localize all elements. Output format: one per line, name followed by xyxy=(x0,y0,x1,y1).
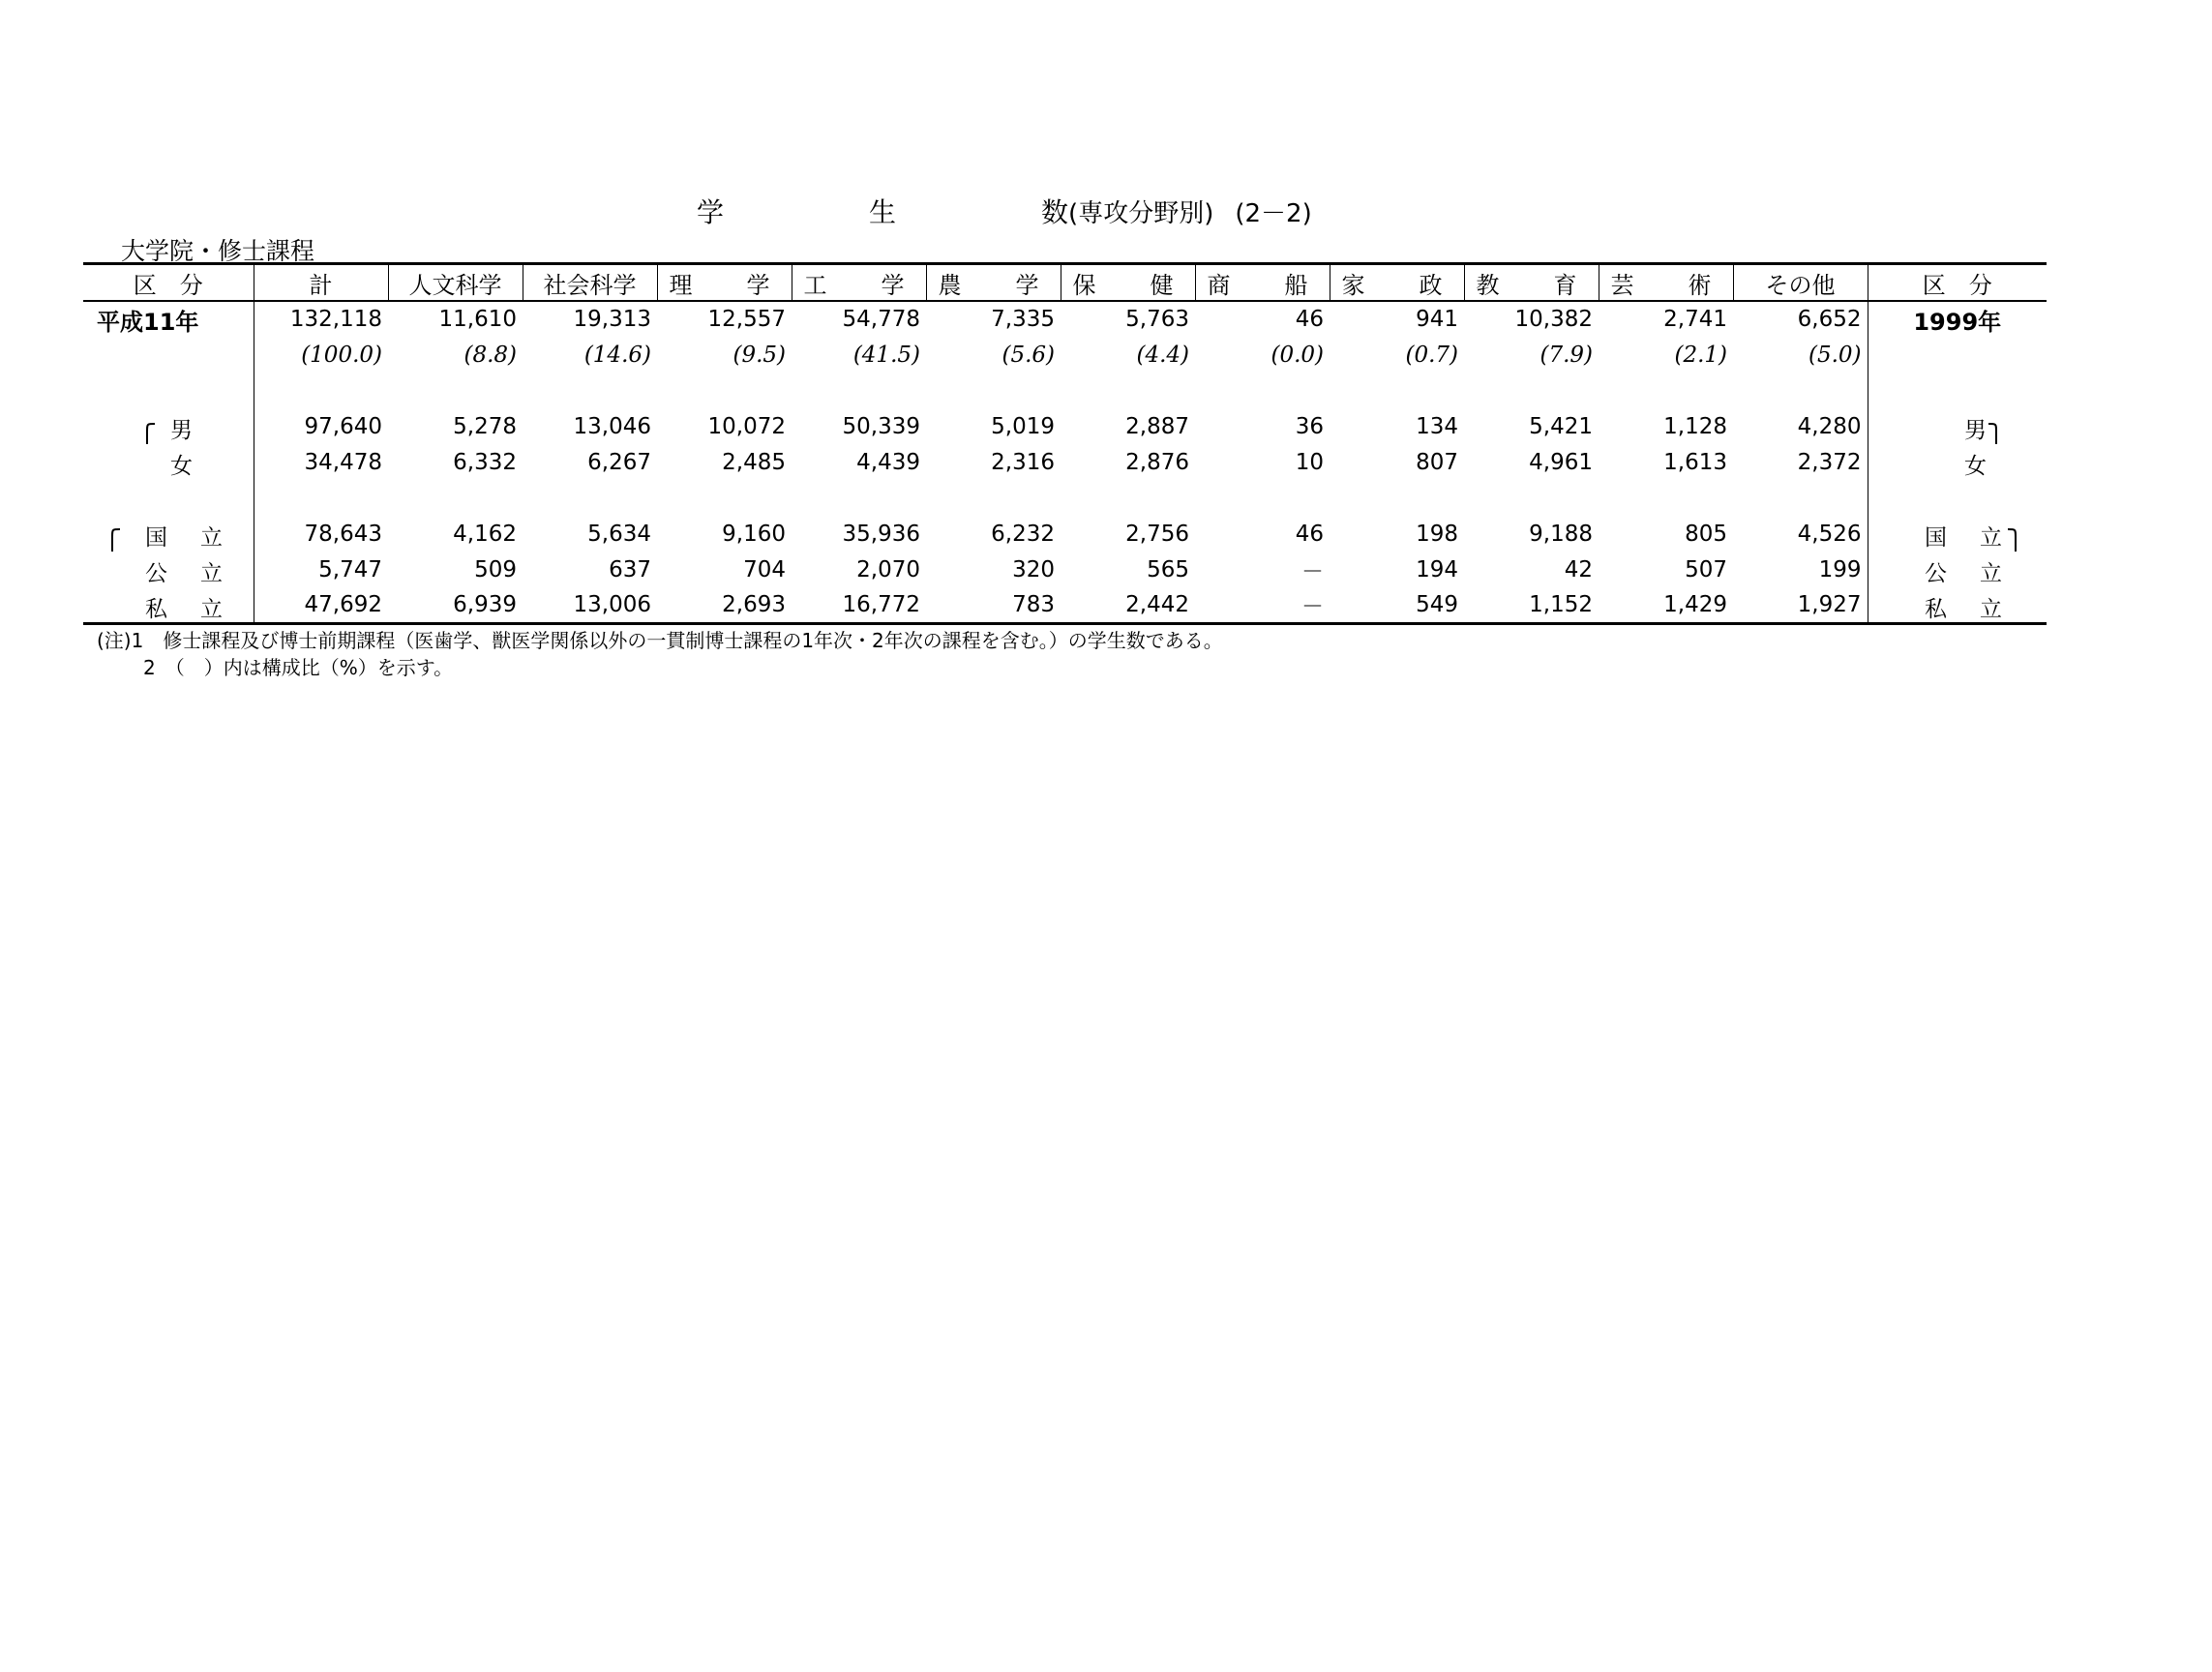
row-label-empty xyxy=(1868,337,2047,373)
cell: 9,160 xyxy=(722,521,786,547)
table-row-spacer xyxy=(83,373,2047,408)
left-bracket-establishment-icon xyxy=(105,527,124,552)
cell: 2,316 xyxy=(991,449,1055,475)
cell: 2,693 xyxy=(657,587,792,623)
cell: 97,640 xyxy=(304,413,382,439)
cell: 1,128 xyxy=(1663,413,1727,439)
header-agriculture: 農 学 xyxy=(926,264,1061,302)
header-mercantile-marine: 商 船 xyxy=(1195,264,1330,302)
cell: 4,961 xyxy=(1529,449,1593,475)
cell: 10,072 xyxy=(707,413,786,439)
cell: 199 xyxy=(1818,556,1862,582)
cell: 2,756 xyxy=(1125,521,1189,547)
cell: 5,278 xyxy=(453,413,517,439)
cell: 2,485 xyxy=(722,449,786,475)
title-char-1: 学 xyxy=(697,196,725,228)
spacer-cell xyxy=(254,373,1868,408)
cell: 19,313 xyxy=(573,307,651,332)
cell: 549 xyxy=(1330,587,1464,623)
cell: 132,118 xyxy=(289,307,382,332)
row-label-female: 女 xyxy=(170,454,193,479)
row-label-private-cell xyxy=(83,587,254,623)
cell: 783 xyxy=(926,587,1061,623)
row-label-national-right-cell xyxy=(1868,516,2047,552)
table-row-female xyxy=(83,444,2047,480)
cell: 134 xyxy=(1416,413,1458,439)
header-science: 理 学 xyxy=(657,264,792,302)
cell: 805 xyxy=(1685,521,1727,547)
cell: 42 xyxy=(1564,556,1593,582)
cell: 6,652 xyxy=(1797,307,1862,332)
title-char-2: 生 xyxy=(869,196,897,228)
header-category-left: 区 分 xyxy=(83,264,254,302)
table-row-national xyxy=(83,516,2047,552)
cell: 2,372 xyxy=(1797,449,1862,475)
row-label-private: 私立 xyxy=(145,597,223,622)
left-bracket-sex-icon xyxy=(139,422,159,444)
cell: 807 xyxy=(1416,449,1458,475)
cell: 16,772 xyxy=(792,587,926,623)
cell: 13,006 xyxy=(523,587,657,623)
header-arts: 芸 術 xyxy=(1599,264,1733,302)
student-count-table xyxy=(83,262,2047,625)
header-home-economics: 家 政 xyxy=(1330,264,1464,302)
cell: 4,526 xyxy=(1797,521,1862,547)
cell: 2,887 xyxy=(1125,413,1189,439)
cell: 7,335 xyxy=(991,307,1055,332)
header-education: 教 育 xyxy=(1464,264,1599,302)
right-bracket-sex-icon xyxy=(1985,422,2004,444)
cell: 4,162 xyxy=(453,521,517,547)
row-label-male-right: 男 xyxy=(1964,418,1987,443)
header-category-right: 区 分 xyxy=(1868,264,2047,302)
header-others: その他 xyxy=(1733,264,1868,302)
cell: 78,643 xyxy=(304,521,382,547)
cell-percent: (5.6) xyxy=(1001,342,1055,368)
row-label-female-right-cell xyxy=(1868,444,2047,480)
cell: 10 xyxy=(1295,449,1324,475)
title-char-3: 数 xyxy=(1041,196,1069,228)
cell: 10,382 xyxy=(1514,307,1593,332)
header-humanities: 人文科学 xyxy=(388,264,523,302)
cell: 2,876 xyxy=(1125,449,1189,475)
cell: 509 xyxy=(474,556,517,582)
cell-percent: (41.5) xyxy=(852,342,920,368)
cell: 12,557 xyxy=(707,307,786,332)
cell: 1,429 xyxy=(1599,587,1733,623)
row-label-public-cell xyxy=(83,552,254,587)
row-label-female-cell xyxy=(83,444,254,480)
cell: 4,280 xyxy=(1797,413,1862,439)
header-health: 保 健 xyxy=(1061,264,1195,302)
cell: 47,692 xyxy=(254,587,388,623)
spacer-cell xyxy=(83,373,254,408)
cell-percent: (8.8) xyxy=(463,342,517,368)
table-row-private xyxy=(83,587,2047,623)
row-label-year-western: 1999年 xyxy=(1868,301,2047,337)
cell: 5,421 xyxy=(1529,413,1593,439)
cell: 507 xyxy=(1685,556,1727,582)
footnote-2: 2 （ ）内は構成比（%）を示す。 xyxy=(143,656,454,679)
header-social-science: 社会科学 xyxy=(523,264,657,302)
cell: 2,442 xyxy=(1061,587,1195,623)
cell: 46 xyxy=(1295,307,1324,332)
cell: 637 xyxy=(609,556,651,582)
row-label-private-right: 私立 xyxy=(1925,597,2002,622)
cell: 5,019 xyxy=(991,413,1055,439)
spacer-cell xyxy=(1868,373,2047,408)
row-label-public: 公立 xyxy=(145,561,223,586)
spacer-cell xyxy=(254,480,1868,516)
row-label-male-right-cell xyxy=(1868,408,2047,444)
row-label-year: 平成11年 xyxy=(83,301,254,337)
spacer-cell xyxy=(1868,480,2047,516)
cell: 320 xyxy=(1012,556,1055,582)
row-label-national: 国立 xyxy=(145,525,223,551)
cell: 54,778 xyxy=(842,307,920,332)
row-label-public-right: 公立 xyxy=(1925,561,2002,586)
cell: 704 xyxy=(743,556,786,582)
cell: 6,332 xyxy=(453,449,517,475)
cell: 6,267 xyxy=(587,449,651,475)
cell-percent: (2.1) xyxy=(1674,342,1727,368)
cell: 5,763 xyxy=(1125,307,1189,332)
footnote-1: (注)1 修士課程及び博士前期課程（医歯学、獣医学関係以外の一貫制博士課程の1年次・2年次の課程を含む。）の学生数である。 xyxy=(97,629,1223,652)
cell: 2,070 xyxy=(856,556,920,582)
cell: 941 xyxy=(1416,307,1458,332)
cell: － xyxy=(1195,587,1330,623)
cell: 9,188 xyxy=(1529,521,1593,547)
row-label-private-right-cell xyxy=(1868,587,2047,623)
cell-percent: (0.0) xyxy=(1270,342,1324,368)
right-bracket-establishment-icon xyxy=(2004,527,2023,552)
table-row-male xyxy=(83,408,2047,444)
cell: 34,478 xyxy=(304,449,382,475)
cell: 46 xyxy=(1295,521,1324,547)
cell: 194 xyxy=(1416,556,1458,582)
cell: 36 xyxy=(1295,413,1324,439)
cell-percent: (0.7) xyxy=(1405,342,1458,368)
header-engineering: 工 学 xyxy=(792,264,926,302)
cell: 6,939 xyxy=(388,587,523,623)
row-label-female-right: 女 xyxy=(1964,454,1987,479)
footnotes xyxy=(97,627,1223,681)
cell: 6,232 xyxy=(991,521,1055,547)
table-row-public xyxy=(83,552,2047,587)
cell: 4,439 xyxy=(856,449,920,475)
cell-percent: (9.5) xyxy=(732,342,786,368)
cell: 13,046 xyxy=(573,413,651,439)
cell-percent: (14.6) xyxy=(583,342,651,368)
row-label-national-cell xyxy=(83,516,254,552)
row-label-public-right-cell xyxy=(1868,552,2047,587)
cell: 1,613 xyxy=(1663,449,1727,475)
spacer-cell xyxy=(83,480,254,516)
table-row-percent xyxy=(83,337,2047,373)
title-part: (2－2) xyxy=(1235,199,1312,228)
cell: 5,747 xyxy=(318,556,382,582)
table-row-spacer xyxy=(83,480,2047,516)
cell: 1,152 xyxy=(1464,587,1599,623)
cell: 2,741 xyxy=(1663,307,1727,332)
cell-percent: (100.0) xyxy=(301,342,382,368)
section-label: 大学院・修士課程 xyxy=(121,237,315,265)
cell-percent: (5.0) xyxy=(1808,342,1862,368)
title-subtitle: (専攻分野別) xyxy=(1068,199,1214,228)
cell: － xyxy=(1301,559,1324,584)
row-label-male: 男 xyxy=(170,418,193,443)
cell: 565 xyxy=(1147,556,1189,582)
header-row xyxy=(83,264,2047,302)
cell: 50,339 xyxy=(842,413,920,439)
header-total: 計 xyxy=(254,264,388,302)
cell-percent: (4.4) xyxy=(1136,342,1189,368)
cell: 1,927 xyxy=(1733,587,1868,623)
row-label-national-right: 国立 xyxy=(1925,525,2002,551)
cell: 5,634 xyxy=(587,521,651,547)
cell: 35,936 xyxy=(842,521,920,547)
table-title xyxy=(697,192,1312,230)
table-row-total xyxy=(83,301,2047,337)
cell: 11,610 xyxy=(438,307,517,332)
cell: 198 xyxy=(1416,521,1458,547)
row-label-empty xyxy=(83,337,254,373)
cell-percent: (7.9) xyxy=(1539,342,1593,368)
row-label-male-cell xyxy=(83,408,254,444)
